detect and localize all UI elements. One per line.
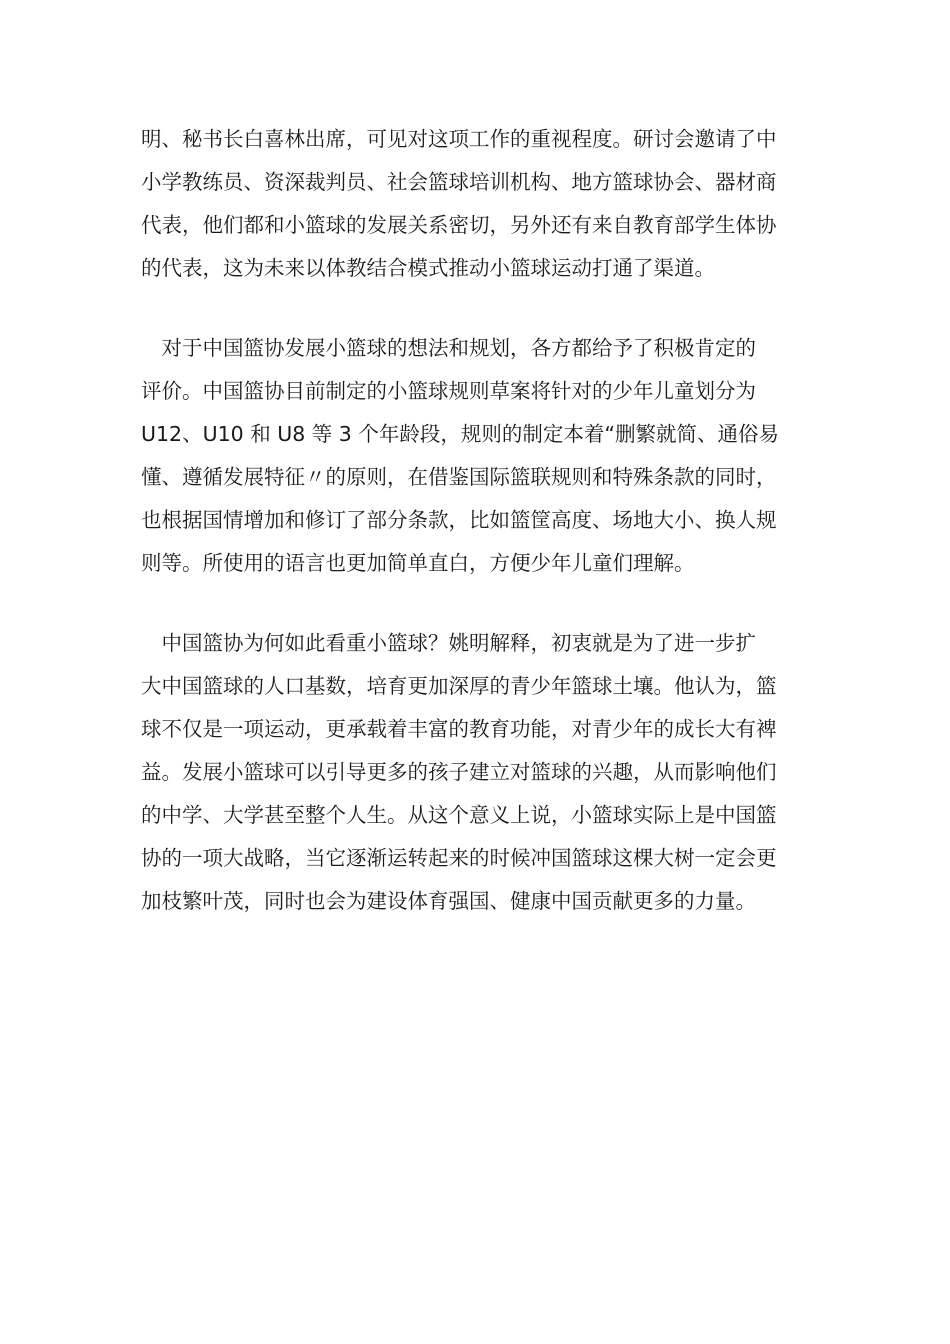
text-line: 协的一项大战略，当它逐渐运转起来的时候冲国篮球这棵大树一定会更 xyxy=(141,846,777,870)
text-line: 球不仅是一项运动，更承载着丰富的教育功能，对青少年的成长大有裨 xyxy=(141,717,777,741)
text-line: U12、U10 和 U8 等 3 个年龄段，规则的制定本着“删繁就简、通俗易 xyxy=(141,422,779,446)
text-line: 懂、遵循发展特征〃的原则，在借鉴国际篮联规则和特殊条款的同时， xyxy=(141,465,777,489)
text-line: 代表，他们都和小篮球的发展关系密切，另外还有来自教育部学生体协 xyxy=(141,213,777,237)
text-line: 的代表，这为未来以体教结合模式推动小篮球运动打通了渠道。 xyxy=(141,256,715,280)
text-line: 对于中国篮协发展小篮球的想法和规划，各方都给予了积极肯定的 xyxy=(141,336,756,360)
paragraph-2 xyxy=(141,327,811,585)
text-line: 也根据国情增加和修订了部分条款，比如篮筐高度、场地大小、换人规 xyxy=(141,508,777,532)
document-body xyxy=(141,118,811,960)
text-line: 评价。中国篮协目前制定的小篮球规则草案将针对的少年儿童划分为 xyxy=(141,379,756,403)
text-line: 明、秘书长白喜林出席，可见对这项工作的重视程度。研讨会邀请了中 xyxy=(141,127,777,151)
paragraph-3 xyxy=(141,622,811,923)
paragraph-1 xyxy=(141,118,811,290)
text-line: 小学教练员、资深裁判员、社会篮球培训机构、地方篮球协会、器材商 xyxy=(141,170,777,194)
text-line: 大中国篮球的人口基数，培育更加深厚的青少年篮球土壤。他认为，篮 xyxy=(141,674,777,698)
text-line: 加枝繁叶茂，同时也会为建设体育强国、健康中国贡献更多的力量。 xyxy=(141,889,756,913)
text-line: 中国篮协为何如此看重小篮球？姚明解释，初衷就是为了进一步扩 xyxy=(141,631,756,655)
text-line: 则等。所使用的语言也更加简单直白，方便少年儿童们理解。 xyxy=(141,551,695,575)
text-line: 益。发展小篮球可以引导更多的孩子建立对篮球的兴趣，从而影响他们 xyxy=(141,760,777,784)
text-line: 的中学、大学甚至整个人生。从这个意义上说，小篮球实际上是中国篮 xyxy=(141,803,777,827)
